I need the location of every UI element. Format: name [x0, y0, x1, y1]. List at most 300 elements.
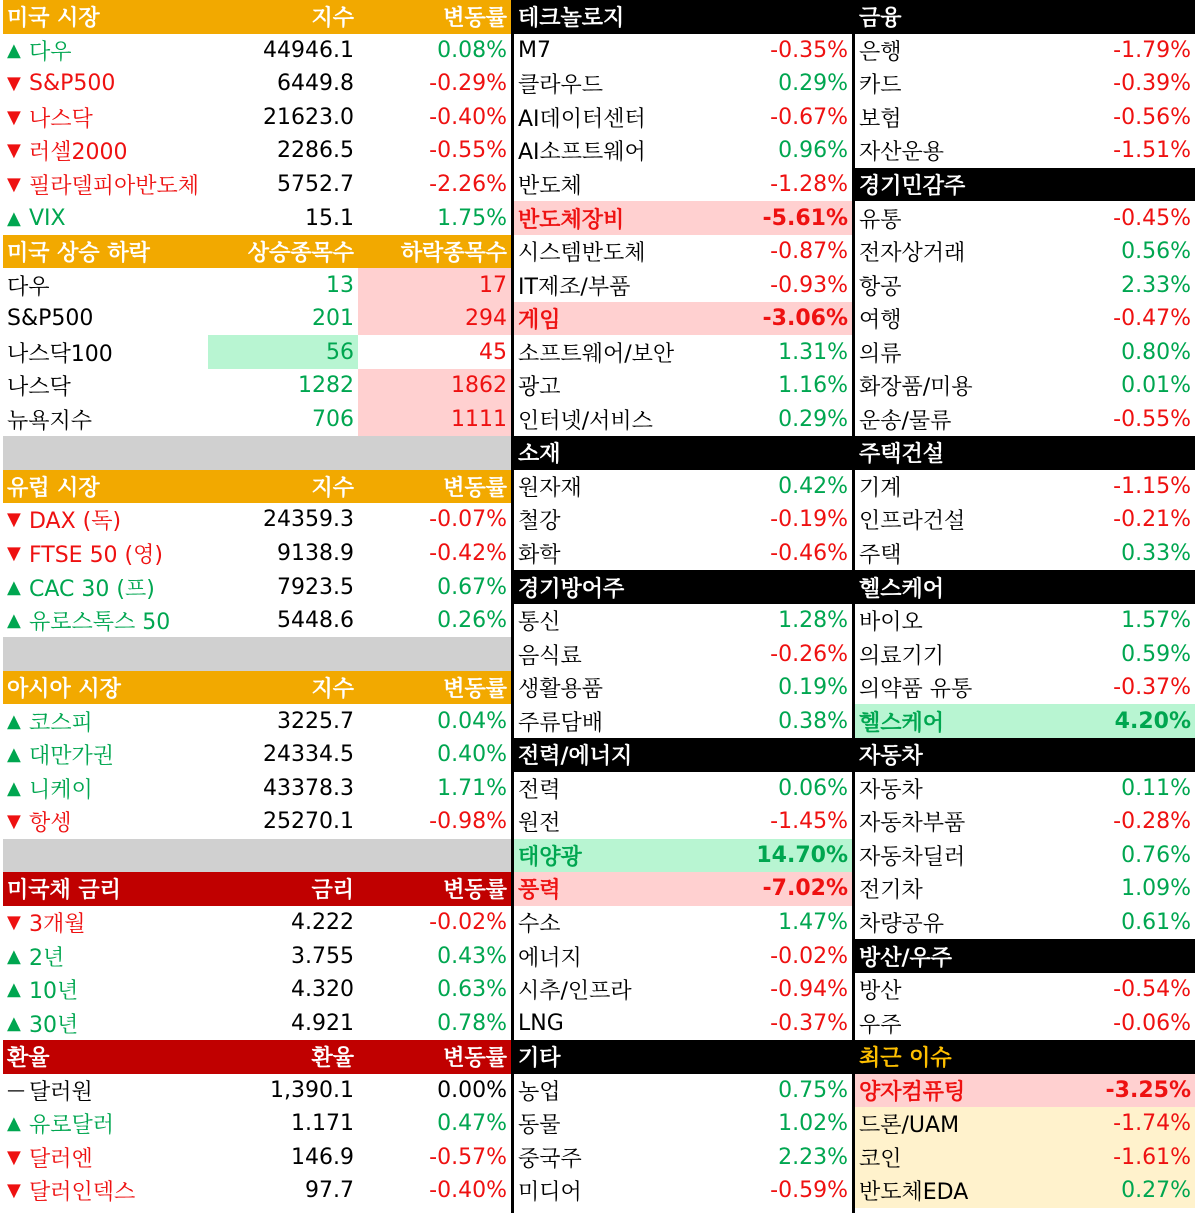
sector-row: [855, 403, 1195, 437]
breadth-name: 나스닥100: [7, 341, 113, 367]
sector-name: 원전: [518, 811, 561, 837]
index-change: 0.26%: [437, 608, 507, 634]
index-name: [3, 805, 208, 839]
sector-change: -0.28%: [1113, 809, 1191, 835]
sector-change: 0.75%: [778, 1077, 848, 1103]
sector-change: -0.37%: [1113, 675, 1191, 701]
sector-name: 중국주: [518, 1146, 582, 1172]
sector-change: -0.06%: [1113, 1010, 1191, 1036]
table-row: [3, 939, 511, 973]
table-row: [3, 738, 511, 772]
sector-row: [514, 1006, 852, 1040]
sector-group-title: 방산/우주: [859, 945, 953, 971]
sector-row: [514, 134, 852, 168]
sector-change: -0.56%: [1113, 104, 1191, 130]
sector-name: 농업: [518, 1079, 561, 1105]
index-name-label: 유로스톡스 50: [29, 610, 171, 636]
table-row: [3, 134, 511, 168]
sector-column-right: [855, 0, 1195, 1208]
index-change: 0.67%: [437, 574, 507, 600]
sector-group-header: [514, 738, 852, 772]
breadth-name: S&P500: [7, 306, 94, 332]
index-name-label: 다우: [29, 39, 72, 65]
index-name: [3, 906, 208, 940]
sector-row: [855, 268, 1195, 302]
sector-column-middle: [514, 0, 852, 1208]
sector-group-title: 전력/에너지: [518, 744, 633, 770]
section-title: 유럽 시장: [7, 475, 100, 501]
index-name: [3, 503, 208, 537]
index-name-label: 니케이: [29, 777, 93, 803]
sector-name: 미디어: [518, 1180, 582, 1206]
sector-name: 수소: [518, 912, 561, 938]
sector-row: [855, 503, 1195, 537]
index-value: 3.755: [291, 943, 354, 969]
up-arrow-icon: ▲: [7, 744, 21, 766]
sector-row: [855, 302, 1195, 336]
advancers-count: 706: [312, 406, 354, 432]
sector-name: 생활용품: [518, 677, 604, 703]
sector-group-title: 경기방어주: [518, 576, 625, 602]
table-row: [3, 369, 511, 403]
index-name-label: 달러엔: [29, 1146, 93, 1172]
sector-name: 주택: [859, 543, 902, 569]
sector-group-title: 헬스케어: [859, 576, 945, 602]
sector-change: -0.26%: [770, 641, 848, 667]
index-value: 15.1: [305, 205, 354, 231]
index-name: [3, 101, 208, 135]
table-row: [3, 1074, 511, 1108]
table-row: [3, 772, 511, 806]
table-row: [3, 604, 511, 638]
sector-change: 0.33%: [1121, 541, 1191, 567]
sector-name: 동물: [518, 1113, 561, 1139]
sector-name: 코인: [859, 1146, 902, 1172]
sector-change: 1.16%: [778, 373, 848, 399]
sector-change: -0.55%: [1113, 406, 1191, 432]
sector-change: 1.28%: [778, 608, 848, 634]
up-arrow-icon: ▲: [7, 710, 21, 732]
sector-row: [514, 1074, 852, 1108]
sector-group-header: [855, 1040, 1195, 1074]
sector-row: [514, 470, 852, 504]
sector-change: -0.19%: [770, 507, 848, 533]
index-value: 1,390.1: [270, 1077, 354, 1103]
table-row: [3, 1107, 511, 1141]
sector-name: 소프트웨어/보안: [518, 341, 675, 367]
index-change: -0.40%: [429, 1178, 507, 1204]
index-value: 146.9: [291, 1144, 354, 1170]
column-header: 금리: [311, 878, 354, 904]
index-name-label: 필라델피아반도체: [29, 174, 200, 199]
sector-name: 통신: [518, 610, 561, 636]
column-header: 변동률: [443, 475, 507, 501]
table-row: [3, 805, 511, 839]
sector-change: 0.76%: [1121, 842, 1191, 868]
up-arrow-icon: ▲: [7, 576, 21, 598]
sector-group-header: [855, 0, 1195, 34]
sector-row: [514, 537, 852, 571]
sector-change: 1.02%: [778, 1111, 848, 1137]
sector-row: [514, 839, 852, 873]
down-arrow-icon: ▼: [7, 811, 21, 833]
sector-change: 0.27%: [1121, 1178, 1191, 1204]
up-arrow-icon: ▲: [7, 39, 21, 61]
sector-name: 자동차: [859, 777, 923, 803]
table-row: [3, 1006, 511, 1040]
sector-change: -0.67%: [770, 104, 848, 130]
index-change: -0.98%: [429, 809, 507, 835]
sector-change: -1.61%: [1113, 1144, 1191, 1170]
down-arrow-icon: ▼: [7, 1146, 21, 1168]
index-value: 21623.0: [263, 104, 354, 130]
sector-change: 1.09%: [1121, 876, 1191, 902]
index-name: [3, 604, 208, 638]
decliners-count: 1862: [358, 369, 511, 403]
index-change: 0.47%: [437, 1111, 507, 1137]
index-name: [3, 168, 208, 202]
index-value: 97.7: [305, 1178, 354, 1204]
sector-row: [855, 1006, 1195, 1040]
sector-change: -1.51%: [1113, 138, 1191, 164]
down-arrow-icon: ▼: [7, 73, 21, 95]
sector-row: [514, 939, 852, 973]
sector-row: [855, 537, 1195, 571]
sector-change: -0.46%: [770, 541, 848, 567]
sector-name: 화장품/미용: [859, 375, 973, 401]
column-header: 변동률: [443, 677, 507, 703]
column-header: 지수: [311, 6, 354, 32]
sector-row: [855, 1174, 1195, 1208]
sector-row: [855, 470, 1195, 504]
index-value: 3225.7: [277, 708, 354, 734]
table-row: [3, 268, 511, 302]
advancers-count: 1282: [298, 373, 354, 399]
up-arrow-icon: ▲: [7, 1012, 21, 1034]
table-row: [3, 1174, 511, 1208]
section-header: [3, 0, 511, 34]
sector-row: [514, 201, 852, 235]
sector-name: 전력: [518, 777, 561, 803]
index-value: 9138.9: [277, 541, 354, 567]
sector-change: -3.25%: [1105, 1077, 1191, 1103]
index-name: [3, 34, 208, 68]
sector-row: [855, 805, 1195, 839]
index-name-label: 대만가권: [29, 744, 115, 770]
sector-change: 0.19%: [778, 675, 848, 701]
sector-row: [855, 235, 1195, 269]
sector-row: [514, 34, 852, 68]
index-name-label: 10년: [29, 979, 79, 1005]
sector-name: 드론/UAM: [859, 1113, 960, 1139]
index-name-label: 3개월: [29, 912, 86, 938]
sector-group-title: 경기민감주: [859, 174, 966, 199]
sector-change: -0.39%: [1113, 71, 1191, 97]
index-name: [3, 1107, 208, 1141]
sector-change: -1.45%: [770, 809, 848, 835]
sector-change: -0.94%: [770, 977, 848, 1003]
index-value: 24359.3: [263, 507, 354, 533]
index-name-label: 달러인덱스: [29, 1180, 136, 1206]
section-header: [3, 235, 511, 269]
sector-name: 바이오: [859, 610, 923, 636]
sector-row: [514, 805, 852, 839]
down-arrow-icon: ▼: [7, 1180, 21, 1202]
sector-row: [514, 1174, 852, 1208]
index-name: [3, 201, 208, 235]
section-gap: [3, 436, 511, 470]
section-header: [3, 1040, 511, 1074]
sector-group-title: 테크놀로지: [518, 6, 625, 32]
sector-change: -0.93%: [770, 272, 848, 298]
sector-name: 기계: [859, 475, 902, 501]
sector-change: 14.70%: [756, 842, 848, 868]
sector-row: [855, 973, 1195, 1007]
sector-name: 클라우드: [518, 73, 604, 99]
sector-change: 0.29%: [778, 71, 848, 97]
column-header: 지수: [311, 475, 354, 501]
sector-name: 반도체: [518, 174, 582, 199]
sector-name: 항공: [859, 274, 902, 300]
sector-name: AI데이터센터: [518, 106, 646, 132]
sector-change: -3.06%: [762, 306, 848, 332]
sector-change: -0.21%: [1113, 507, 1191, 533]
sector-row: [514, 973, 852, 1007]
section-title: 미국채 금리: [7, 878, 121, 904]
down-arrow-icon: ▼: [7, 912, 21, 934]
sector-name: 광고: [518, 375, 561, 401]
sector-change: 0.61%: [1121, 910, 1191, 936]
column-header: 변동률: [443, 878, 507, 904]
index-change: 0.43%: [437, 943, 507, 969]
up-arrow-icon: ▲: [7, 777, 21, 799]
sector-row: [855, 1141, 1195, 1175]
sector-name: 자동차부품: [859, 811, 966, 837]
sector-change: 0.38%: [778, 708, 848, 734]
sector-row: [514, 268, 852, 302]
sector-name: 전자상거래: [859, 241, 966, 267]
index-name: [3, 772, 208, 806]
sector-name: 은행: [859, 39, 902, 65]
section-gap: [3, 839, 511, 873]
sector-change: 0.59%: [1121, 641, 1191, 667]
sector-name: 보험: [859, 106, 902, 132]
sector-row: [514, 335, 852, 369]
flat-dash-icon: —: [7, 1079, 25, 1101]
sector-change: -1.74%: [1113, 1111, 1191, 1137]
section-title: 미국 시장: [7, 6, 100, 32]
sector-name: 원자재: [518, 475, 582, 501]
index-name: [3, 1006, 208, 1040]
table-row: [3, 168, 511, 202]
sector-name: 의약품 유통: [859, 677, 973, 703]
decliners-count: 45: [479, 339, 507, 365]
market-indices-column: [3, 0, 511, 1208]
index-change: 0.40%: [437, 742, 507, 768]
table-row: [3, 906, 511, 940]
table-row: [3, 537, 511, 571]
sector-name: 의류: [859, 341, 902, 367]
sector-row: [855, 704, 1195, 738]
sector-name: 풍력: [518, 878, 561, 904]
sector-name: 유통: [859, 207, 902, 233]
sector-name: IT제조/부품: [518, 274, 631, 300]
index-change: 1.71%: [437, 775, 507, 801]
sector-row: [855, 101, 1195, 135]
sector-row: [855, 134, 1195, 168]
sector-row: [514, 101, 852, 135]
index-name: [3, 704, 208, 738]
sector-change: 0.56%: [1121, 239, 1191, 265]
sector-row: [855, 872, 1195, 906]
decliners-count: 17: [358, 268, 511, 302]
sector-name: 게임: [518, 308, 561, 334]
sector-row: [514, 67, 852, 101]
index-change: -0.02%: [429, 910, 507, 936]
index-change: -0.42%: [429, 541, 507, 567]
sector-change: 0.42%: [778, 473, 848, 499]
advancers-count: 201: [312, 306, 354, 332]
sector-change: -0.37%: [770, 1010, 848, 1036]
sector-change: 1.47%: [778, 910, 848, 936]
sector-name: 시추/인프라: [518, 979, 632, 1005]
down-arrow-icon: ▼: [7, 174, 21, 195]
sector-name: 양자컴퓨팅: [859, 1079, 966, 1105]
sector-change: 2.33%: [1121, 272, 1191, 298]
sector-name: 반도체EDA: [859, 1180, 969, 1206]
table-row: [3, 503, 511, 537]
sector-group-header: [514, 436, 852, 470]
column-header: 지수: [311, 677, 354, 703]
breadth-name: 다우: [7, 274, 50, 300]
sector-row: [855, 906, 1195, 940]
down-arrow-icon: ▼: [7, 509, 21, 531]
sector-name: 전기차: [859, 878, 923, 904]
sector-change: -1.79%: [1113, 37, 1191, 63]
sector-row: [855, 67, 1195, 101]
sector-name: 화학: [518, 543, 561, 569]
index-name: [3, 1174, 208, 1208]
sector-row: [514, 302, 852, 336]
sector-row: [855, 335, 1195, 369]
advancers-count: 56: [208, 335, 358, 369]
sector-name: 여행: [859, 308, 902, 334]
sector-row: [514, 1107, 852, 1141]
sector-row: [514, 235, 852, 269]
section-title: 아시아 시장: [7, 677, 121, 703]
sector-row: [514, 704, 852, 738]
sector-group-title: 자동차: [859, 744, 923, 770]
sector-group-header: [855, 738, 1195, 772]
sector-name: 시스템반도체: [518, 241, 646, 267]
sector-row: [855, 1107, 1195, 1141]
advancers-count: 13: [326, 272, 354, 298]
sector-group-header: [514, 0, 852, 34]
index-name-label: FTSE 50 (영): [29, 543, 163, 569]
sector-row: [514, 503, 852, 537]
sector-row: [514, 1141, 852, 1175]
index-value: 5448.6: [277, 608, 354, 634]
decliners-count: 294: [358, 302, 511, 336]
sector-row: [514, 872, 852, 906]
sector-group-title: 최근 이슈: [859, 1046, 952, 1072]
sector-change: 4.20%: [1114, 708, 1191, 734]
sector-name: M7: [518, 37, 551, 63]
sector-row: [514, 772, 852, 806]
sector-group-title: 주택건설: [859, 442, 945, 468]
sector-name: 자산운용: [859, 140, 945, 166]
sector-name: 태양광: [518, 844, 582, 870]
index-name-label: 달러원: [29, 1079, 93, 1105]
sector-name: 운송/물류: [859, 408, 952, 434]
index-value: 2286.5: [277, 138, 354, 164]
down-arrow-icon: ▼: [7, 106, 21, 128]
index-change: 1.75%: [437, 205, 507, 231]
table-row: [3, 201, 511, 235]
sector-name: 카드: [859, 73, 902, 99]
index-change: 0.04%: [437, 708, 507, 734]
table-row: [3, 704, 511, 738]
index-change: 0.63%: [437, 977, 507, 1003]
index-change: 0.00%: [437, 1077, 507, 1103]
index-name: [3, 939, 208, 973]
sector-name: 자동차딜러: [859, 844, 966, 870]
index-value: 4.921: [291, 1010, 354, 1036]
sector-name: 차량공유: [859, 912, 945, 938]
sector-change: 1.31%: [778, 339, 848, 365]
sector-row: [855, 772, 1195, 806]
sector-row: [514, 637, 852, 671]
up-arrow-icon: ▲: [7, 979, 21, 1001]
index-value: 4.320: [291, 977, 354, 1003]
sector-row: [514, 671, 852, 705]
sector-change: 1.57%: [1121, 608, 1191, 634]
sector-group-title: 기타: [518, 1046, 561, 1072]
sector-name: 철강: [518, 509, 561, 535]
index-name-label: CAC 30 (프): [29, 576, 155, 602]
column-header: 하락종목수: [400, 241, 507, 267]
sector-group-header: [855, 570, 1195, 604]
sector-change: -1.15%: [1113, 473, 1191, 499]
index-change: -0.57%: [429, 1144, 507, 1170]
index-name-label: 유로달러: [29, 1113, 115, 1139]
index-value: 6449.8: [277, 71, 354, 97]
column-header: 변동률: [443, 1046, 507, 1072]
sector-row: [855, 839, 1195, 873]
column-header: 환율: [311, 1046, 354, 1072]
sector-group-header: [514, 1040, 852, 1074]
table-row: [3, 403, 511, 437]
up-arrow-icon: ▲: [7, 945, 21, 967]
breadth-name: 나스닥: [7, 375, 71, 401]
index-name: [3, 738, 208, 772]
index-value: 7923.5: [277, 574, 354, 600]
sector-name: 주류담배: [518, 710, 604, 736]
index-change: -0.07%: [429, 507, 507, 533]
index-change: 0.08%: [437, 37, 507, 63]
sector-row: [855, 637, 1195, 671]
index-name-label: 항셍: [29, 811, 72, 837]
sector-row: [514, 168, 852, 202]
up-arrow-icon: ▲: [7, 207, 21, 229]
sector-row: [855, 1074, 1195, 1108]
sector-change: -0.87%: [770, 239, 848, 265]
index-value: 43378.3: [263, 775, 354, 801]
index-name: [3, 973, 208, 1007]
section-header: [3, 470, 511, 504]
sector-change: -7.02%: [762, 876, 848, 902]
sector-name: 인프라건설: [859, 509, 966, 535]
